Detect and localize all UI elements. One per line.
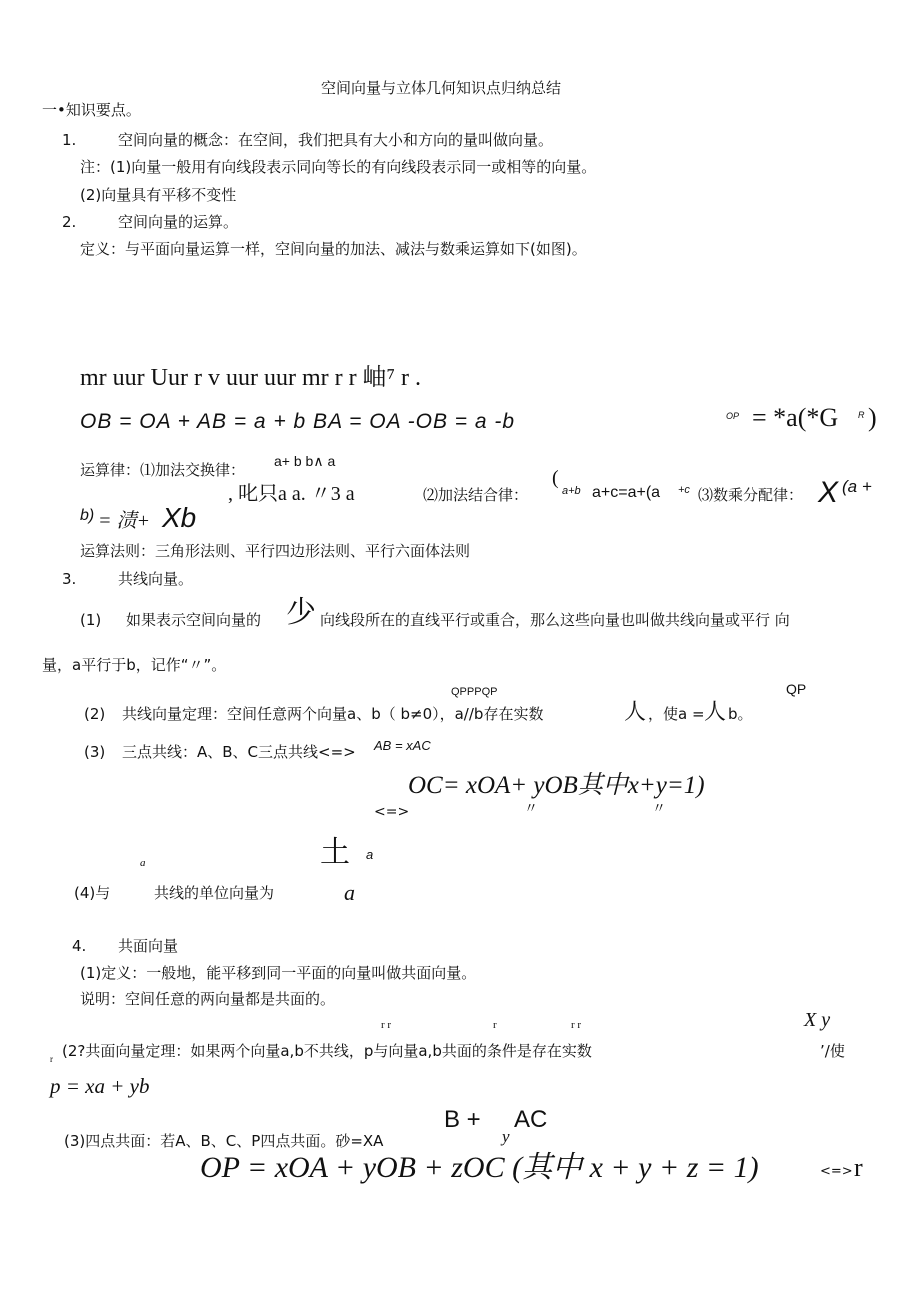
law-assoc-label: ⑵加法结合律：: [423, 486, 529, 504]
equation-y: y: [502, 1127, 510, 1146]
section-heading: 一•知识要点。: [42, 101, 141, 119]
law-superscript: a+ b b∧ a: [274, 453, 336, 469]
collinear-equation: OC= xOA+ yOB其中x+y=1): [408, 772, 705, 799]
unit-vector-a: a: [344, 880, 355, 905]
law-line2-Xb: Xb: [162, 502, 197, 533]
iff-symbol: <=>: [820, 1164, 853, 1179]
large-glyph: 少: [286, 595, 316, 630]
vector-equation: OB = OA + AB = a + b BA = OA -OB = a -b: [80, 410, 516, 433]
law-line2-equation: = 渍+: [98, 510, 150, 532]
sub-number: (4)与: [74, 884, 111, 902]
equation-B: B +: [444, 1106, 481, 1133]
plus-minus-glyph: 土: [320, 835, 350, 870]
symbol-lambda: 人: [704, 700, 727, 725]
four-point-equation: OP = xOA + yOB + zOC (其中 x + y + z = 1): [200, 1151, 759, 1184]
item-number: 3.: [62, 570, 77, 588]
paragraph: (3)四点共面：若A、B、C、P四点共面。砂=XA: [64, 1132, 384, 1150]
law-middle: , 叱只a a. 〃3 a: [228, 483, 355, 505]
equation-label: OP: [726, 411, 740, 421]
item-number: 1.: [62, 131, 77, 149]
collinear-superscript: AB = xAC: [374, 738, 431, 753]
page-title: 空间向量与立体几何知识点归纳总结: [321, 79, 562, 97]
tick-mark: 〃: [652, 802, 666, 817]
paragraph: 说明：空间任意的两向量都是共面的。: [80, 990, 336, 1008]
sub-number: (3): [84, 743, 106, 761]
law-assoc-equation: a+c=a+(a: [592, 484, 661, 501]
vector-marks: QPPPQP: [451, 686, 498, 698]
paragraph: 共面向量: [118, 937, 179, 955]
paragraph: 共线的单位向量为: [154, 884, 275, 902]
sub-number: (2): [84, 705, 106, 723]
note-line: (2)向量具有平移不变性: [80, 186, 237, 204]
law-label: 运算律：⑴加法交换律：: [80, 461, 246, 479]
vector-mark: r: [854, 1153, 863, 1182]
paragraph: (1)定义：一般地，能平移到同一平面的向量叫做共面向量。: [80, 964, 477, 982]
paragraph: ，使a =: [648, 705, 705, 723]
vector-marks: QP: [786, 681, 807, 697]
paragraph: 运算法则：三角形法则、平行四边形法则、平行六面体法则: [80, 542, 471, 560]
law-assoc-paren: (: [552, 467, 559, 489]
paragraph: 量，a平行于b，记作“〃”。: [42, 656, 227, 674]
equation-tail: = *a(*G: [752, 403, 839, 432]
paragraph: 如果表示空间向量的: [126, 611, 262, 629]
paragraph: 定义：与平面向量运算一样，空间向量的加法、减法与数乘运算如下(如图)。: [80, 240, 587, 258]
paragraph: 共线向量定理：空间任意两个向量a、b（ b≠0），a//b存在实数: [122, 705, 544, 723]
item-number: 4.: [72, 937, 87, 955]
law-X: X: [818, 476, 839, 509]
vector-marks: r: [493, 1019, 497, 1031]
equation-close: ): [868, 403, 877, 432]
equation-label: R: [858, 410, 865, 420]
vector-marks: r r: [381, 1019, 392, 1031]
vector-marks: r r: [571, 1019, 582, 1031]
iff-symbol: <=>: [374, 804, 410, 820]
law-dist-label: ⑶数乘分配律：: [698, 486, 804, 504]
law-assoc-c: +c: [678, 484, 690, 496]
symbol-lambda: 人: [624, 700, 647, 725]
paragraph: 空间向量的概念：在空间，我们把具有大小和方向的量叫做向量。: [118, 131, 554, 149]
real-numbers-xy: X y: [804, 1009, 831, 1031]
note-line: 注：(1)向量一般用有向线段表示同向等长的有向线段表示同一或相等的向量。: [80, 158, 597, 176]
paragraph: 向线段所在的直线平行或重合，那么这些向量也叫做共线向量或平行 向: [320, 611, 790, 629]
sub-number: (1): [80, 611, 102, 629]
paragraph: (2?共面向量定理：如果两个向量a,b不共线，p与向量a,b共面的条件是存在实数: [62, 1042, 592, 1060]
paragraph: 共线向量。: [118, 570, 194, 588]
paragraph: 空间向量的运算。: [118, 213, 239, 231]
paragraph: b。: [728, 705, 753, 723]
vector-mark: r: [50, 1054, 53, 1064]
law-X-tail: (a +: [842, 477, 872, 496]
small-a: a: [140, 857, 146, 869]
paragraph-end: ’/使: [820, 1042, 845, 1060]
law-line2-b: b): [80, 507, 95, 524]
equation-AC: AC: [514, 1106, 548, 1133]
superscript-a: a: [366, 847, 374, 862]
vector-arrow-marks: mr uur Uur r v uur uur mr r r 岫⁷ r .: [80, 365, 421, 391]
law-assoc-sup: a+b: [562, 485, 581, 497]
item-number: 2.: [62, 213, 77, 231]
coplanar-equation: p = xa + yb: [50, 1074, 150, 1098]
tick-mark: 〃: [524, 802, 538, 817]
paragraph: 三点共线：A、B、C三点共线<=>: [122, 743, 356, 761]
